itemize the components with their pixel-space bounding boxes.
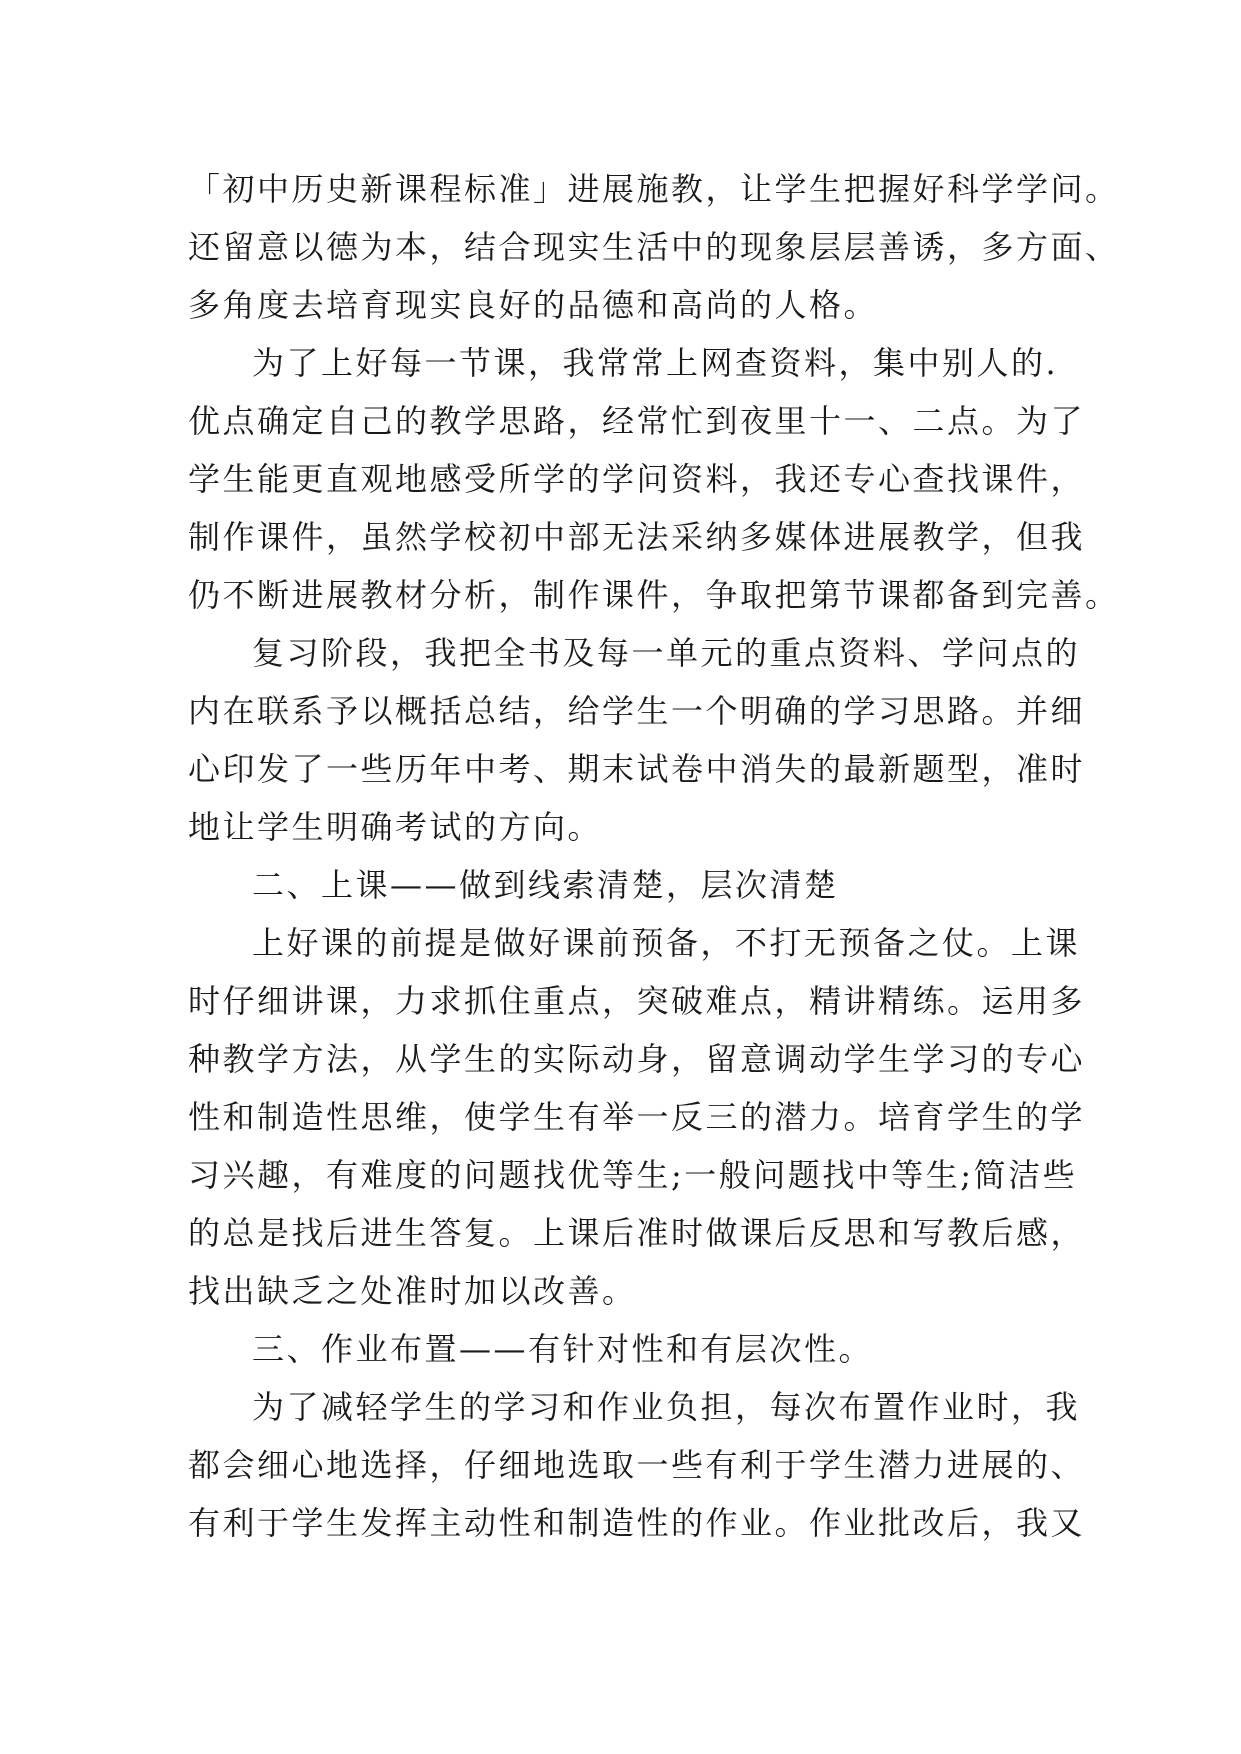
text-line: 为了减轻学生的学习和作业负担，每次布置作业时，我 — [252, 1388, 1081, 1426]
text-line: 心印发了一些历年中考、期末试卷中消失的最新题型，准时 — [188, 750, 1086, 788]
text-line: 地让学生明确考试的方向。 — [188, 808, 603, 846]
text-line: 种教学方法，从学生的实际动身，留意调动学生学习的专心 — [188, 1040, 1086, 1078]
text-line: 找出缺乏之处准时加以改善。 — [188, 1272, 637, 1310]
text-line: 多角度去培育现实良好的品德和高尚的人格。 — [188, 286, 879, 324]
text-line: 的总是找后进生答复。上课后准时做课后反思和写教后感， — [188, 1214, 1086, 1252]
text-line: 为了上好每一节课，我常常上网查资料，集中别人的. — [252, 344, 1059, 382]
text-line: 性和制造性思维，使学生有举一反三的潜力。培育学生的学 — [188, 1098, 1086, 1136]
text-line: 优点确定自己的教学思路，经常忙到夜里十一、二点。为了 — [188, 402, 1086, 440]
text-line: 复习阶段，我把全书及每一单元的重点资料、学问点的 — [252, 634, 1081, 672]
text-line: 习兴趣，有难度的问题找优等生;一般问题找中等生;简洁些 — [188, 1156, 1078, 1194]
text-line: 学生能更直观地感受所学的学问资料，我还专心查找课件， — [188, 460, 1086, 498]
text-line: 仍不断进展教材分析，制作课件，争取把第节课都备到完善。 — [188, 576, 1120, 614]
text-line: 制作课件，虽然学校初中部无法采纳多媒体进展教学，但我 — [188, 518, 1086, 556]
text-line: 时仔细讲课，力求抓住重点，突破难点，精讲精练。运用多 — [188, 982, 1086, 1020]
section-heading: 三、作业布置——有针对性和有层次性。 — [252, 1330, 874, 1368]
text-line: 都会细心地选择，仔细地选取一些有利于学生潜力进展的、 — [188, 1446, 1086, 1484]
text-line: 内在联系予以概括总结，给学生一个明确的学习思路。并细 — [188, 692, 1086, 730]
text-line: 还留意以德为本，结合现实生活中的现象层层善诱，多方面、 — [188, 228, 1120, 266]
text-line: 上好课的前提是做好课前预备，不打无预备之仗。上课 — [252, 924, 1081, 962]
text-line: 有利于学生发挥主动性和制造性的作业。作业批改后，我又 — [188, 1504, 1086, 1542]
section-heading: 二、上课——做到线索清楚，层次清楚 — [252, 866, 839, 904]
document-body — [188, 160, 1120, 1552]
text-line: 「初中历史新课程标准」进展施教，让学生把握好科学学问。 — [188, 170, 1120, 208]
